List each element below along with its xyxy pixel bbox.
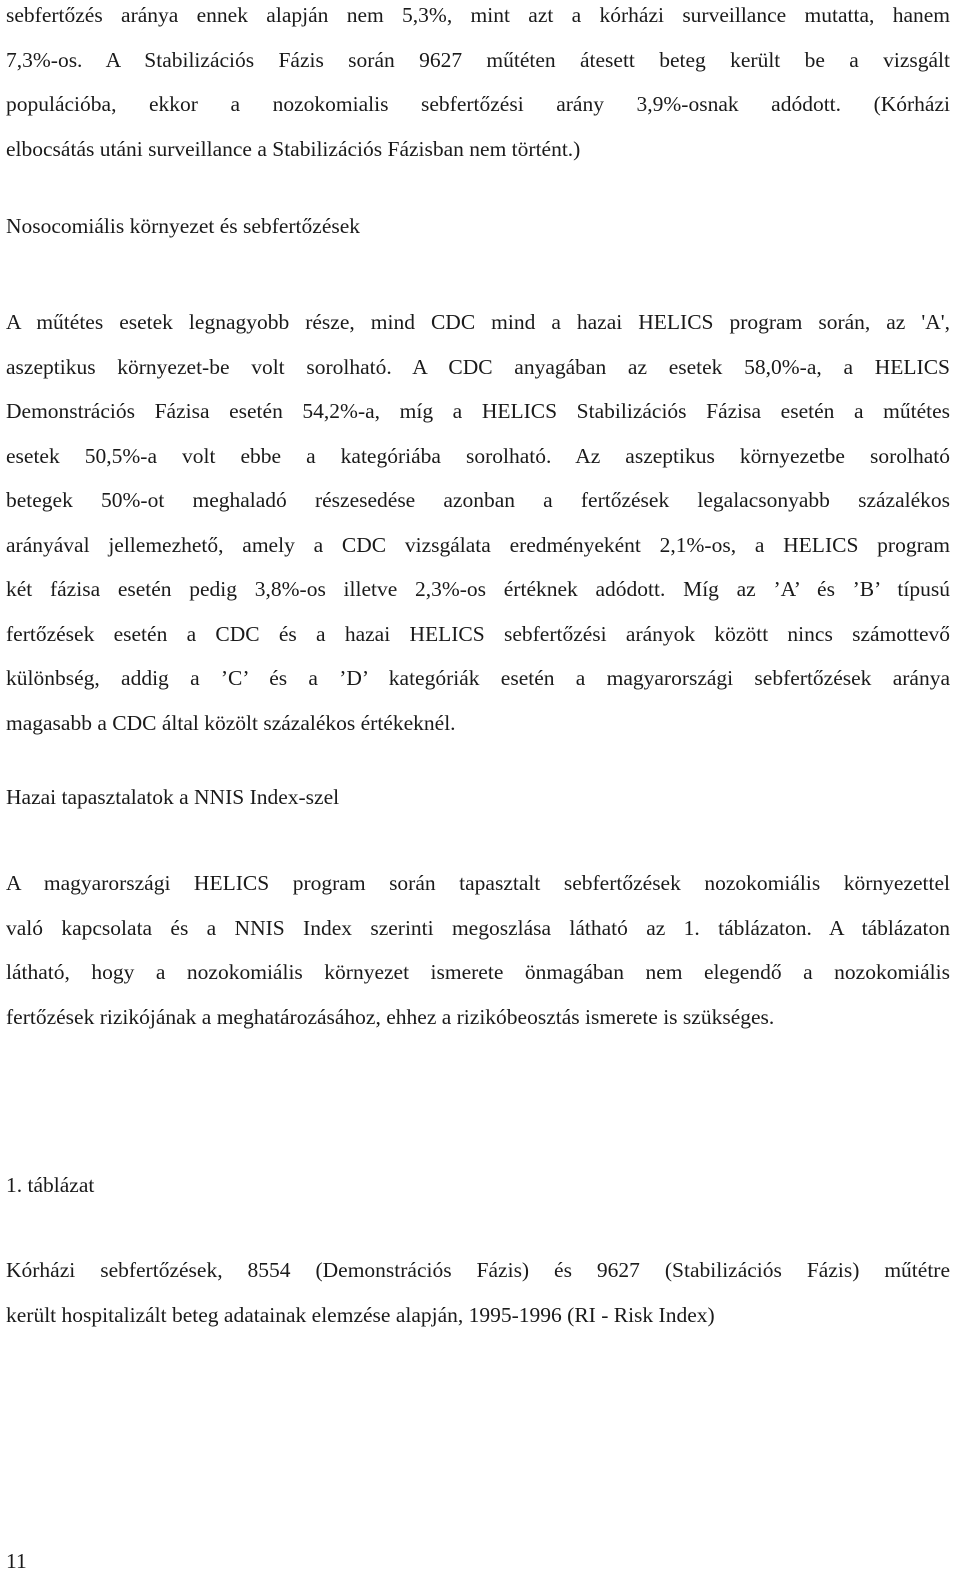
text-line: Demonstrációs Fázisa esetén 54,2%-a, míg a HELICS Stabilizációs Fázisa esetén a műtétes	[6, 399, 950, 423]
text-line: két fázisa esetén pedig 3,8%-os illetve 2,3%-os értéknek adódott. Míg az ’A’ és ’B’ típusú	[6, 577, 950, 601]
text-line: 7,3%-os. A Stabilizációs Fázis során 9627 műtéten átesett beteg került be a vizsgált	[6, 47, 950, 72]
text-line: fertőzések esetén a CDC és a hazai HELICS sebfertőzési arányok között nincs számottevő	[6, 621, 950, 646]
section-heading-nosocomial: Nosocomiális környezet és sebfertőzések	[6, 214, 361, 238]
text-line: sebfertőzés aránya ennek alapján nem 5,3%, mint azt a kórházi surveillance mutatta, hanem	[6, 3, 950, 27]
text-line: betegek 50%-ot meghaladó részesedése azonban a fertőzések legalacsonyabb százalékos	[6, 488, 950, 512]
text-line: való kapcsolata és a NNIS Index szerinti megoszlása látható az 1. táblázaton. A táblázaton	[6, 915, 950, 940]
table-caption	[6, 1248, 950, 1337]
text-line: különbség, addig a ’C’ és a ’D’ kategóriák esetén a magyarországi sebfertőzések aránya	[6, 666, 950, 690]
text-line: látható, hogy a nozokomiális környezet ismerete önmagában nem elegendő a nozokomiális	[6, 960, 950, 984]
page-number: 11	[6, 1549, 27, 1573]
text-line: Kórházi sebfertőzések, 8554 (Demonstrációs Fázis) és 9627 (Stabilizációs Fázis) műtétre	[6, 1258, 950, 1282]
text-line: arányával jellemezhető, amely a CDC vizsgálata eredményeként 2,1%-os, a HELICS program	[6, 532, 950, 557]
text-line: esetek 50,5%-a volt ebbe a kategóriába sorolható. Az aszeptikus környezetbe sorolható	[6, 443, 950, 468]
text-line: magasabb a CDC által közölt százalékos értékeknél.	[6, 710, 456, 735]
section-heading-hungarian: Hazai tapasztalatok a NNIS Index-szel	[6, 785, 340, 809]
aseptic-paragraph	[6, 300, 950, 745]
text-line: fertőzések rizikójának a meghatározásához, ehhez a rizikóbeosztás ismerete is szükséges.	[6, 1004, 775, 1029]
text-line: került hospitalizált beteg adatainak elemzése alapján, 1995-1996 (RI - Risk Index)	[6, 1302, 715, 1327]
text-line: aszeptikus környezet-be volt sorolható. A CDC anyagában az esetek 58,0%-a, a HELICS	[6, 354, 950, 379]
text-line: populációba, ekkor a nozokomialis sebfertőzési arány 3,9%-osnak adódott. (Kórházi	[6, 92, 950, 116]
nnis-paragraph	[6, 861, 950, 1039]
table-label: 1. táblázat	[6, 1173, 95, 1197]
text-line: elbocsátás utáni surveillance a Stabilizációs Fázisban nem történt.)	[6, 136, 581, 161]
text-line: A műtétes esetek legnagyobb része, mind CDC mind a hazai HELICS program során, az 'A',	[6, 310, 950, 334]
text-line: A magyarországi HELICS program során tapasztalt sebfertőzések nozokomiális környezettel	[6, 871, 950, 895]
intro-paragraph	[6, 0, 950, 171]
